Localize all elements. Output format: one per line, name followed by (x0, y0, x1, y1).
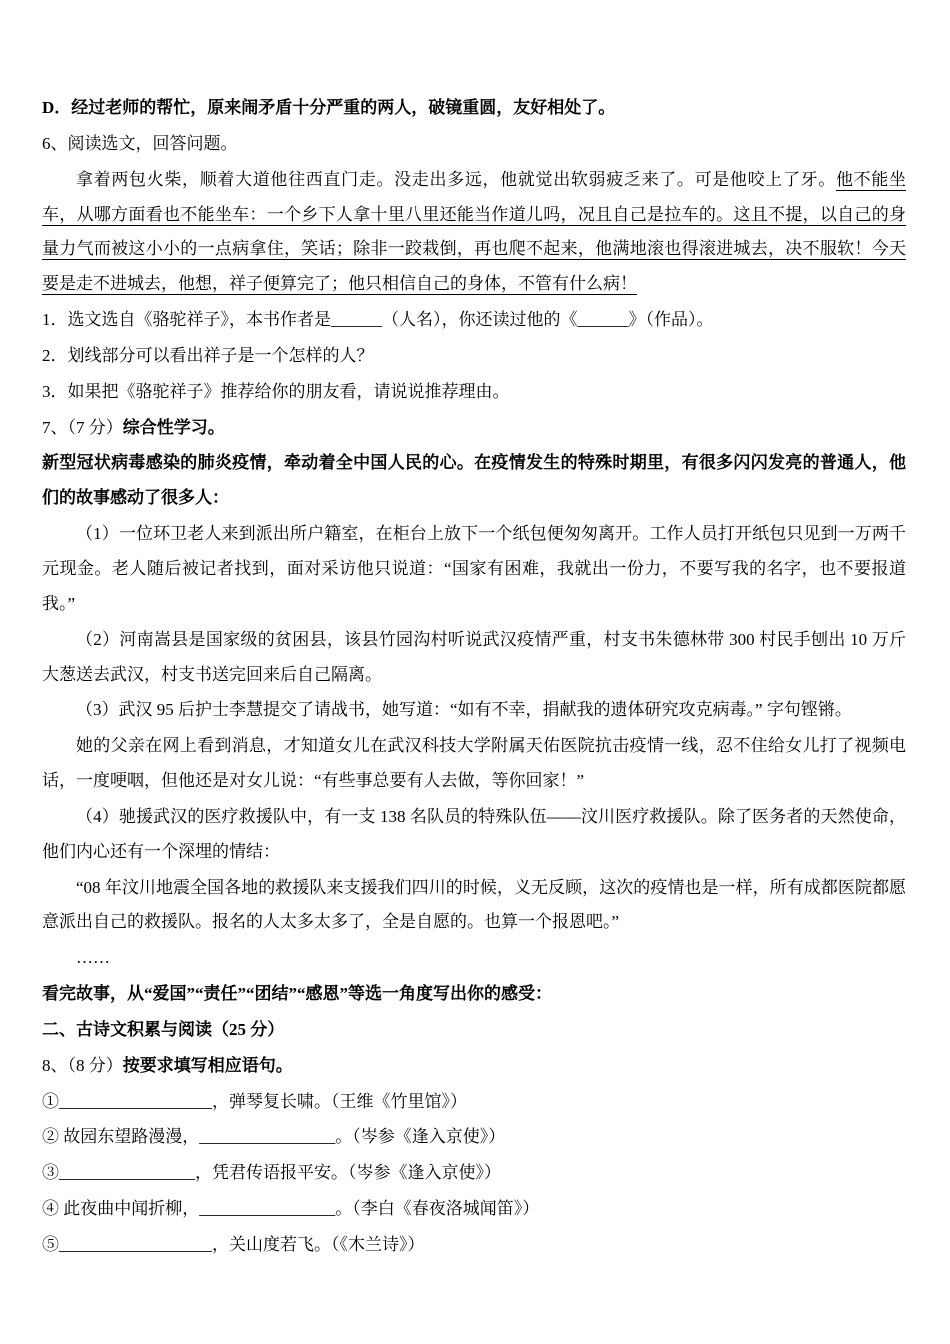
question-8-stem (42, 1049, 906, 1084)
option-d (42, 91, 906, 126)
question-7-stem (42, 411, 906, 446)
text-segment: 6、阅读选文，回答问题。 (42, 133, 238, 153)
reading-excerpt (42, 163, 906, 302)
text-segment: 3．如果把《骆驼祥子》推荐给你的朋友看，请说说推荐理由。 (42, 381, 510, 401)
q7-intro (42, 446, 906, 516)
document-body (42, 91, 906, 1263)
question-6-3 (42, 375, 906, 410)
question-6-1 (42, 303, 906, 338)
text-segment: D．经过老师的帮忙，原来闹矛盾十分严重的两人，破镜重圆，友好相处了。 (42, 98, 616, 117)
text-segment: 二、古诗文积累与阅读（25 分） (42, 1019, 285, 1039)
blank-line-5 (42, 1228, 906, 1263)
underlined-text: 他不能坐车，从哪方面看也不能坐车：一个乡下人拿十里八里还能当作道儿吗，况且自己是拉车的。这且不提，以自己的身量力气而被这小小的一点病拿住，笑话；除非一跤栽倒，再也爬不起来，他满地滚也得滚进城去，决不服软！今天要是走不进城去，他想，祥子便算完了；他只相信自己的身体，不管有什么病！ (42, 169, 907, 294)
text-segment: 综合性学习。 (122, 417, 225, 437)
text-segment: 7、（7 分） (42, 417, 123, 437)
text-segment: ④ 此夜曲中闻折柳，________________。（李白《春夜洛城闻笛》） (42, 1199, 540, 1219)
text-segment: 8、（8 分） (42, 1055, 123, 1075)
q7-story-1 (42, 517, 906, 622)
q7-story-3 (42, 693, 906, 728)
text-segment: 2．划线部分可以看出祥子是一个怎样的人？ (42, 345, 374, 365)
blank-line-4 (42, 1192, 906, 1227)
question-6-stem (42, 127, 906, 162)
text-segment: 新型冠状病毒感染的肺炎疫情，牵动着全中国人民的心。在疫情发生的特殊时期里，有很多闪闪发亮的普通人，他们的故事感动了很多人： (42, 453, 906, 508)
text-segment: “08 年汶川地震全国各地的救援队来支援我们四川的时候，义无反顾，这次的疫情也是一样，所有成都医院都愿意派出自己的救援队。报名的人太多太多了，全是自愿的。也算一个报恩吧。” (42, 877, 906, 932)
q7-story-2 (42, 623, 906, 693)
blank-line-1 (42, 1085, 906, 1120)
text-segment: 她的父亲在网上看到消息，才知道女儿在武汉科技大学附属天佑医院抗击疫情一线，忍不住给女儿打了视频电话，一度哽咽，但他还是对女儿说：“有些事总要有人去做，等你回家！” (42, 736, 906, 791)
text-segment: （4）驰援武汉的医疗救援队中，有一支 138 名队员的特殊队伍——汶川医疗救援队。除了医务者的天然使命，他们内心还有一个深埋的情结： (42, 806, 906, 861)
text-segment: ⑤__________________，关山度若飞。（《木兰诗》） (42, 1235, 425, 1254)
blank-line-2 (42, 1120, 906, 1155)
text-segment: 看完故事，从“爱国”“责任”“团结”“感恩”等选一角度写出你的感受： (42, 984, 552, 1004)
ellipsis-line (42, 941, 906, 976)
text-segment: （2）河南嵩县是国家级的贫困县，该县竹园沟村听说武汉疫情严重，村支书朱德林带 300 村民手刨出 10 万斤大葱送去武汉，村支书送完回来后自己隔离。 (42, 629, 906, 684)
text-segment: ①__________________，弹琴复长啸。（王维《竹里馆》） (42, 1091, 467, 1111)
text-segment: （1）一位环卫老人来到派出所户籍室，在柜台上放下一个纸包便匆匆离开。工作人员打开纸包只见到一万两千元现金。老人随后被记者找到，面对采访他只说道：“国家有困难，我就出一份力，不要写我的名字，也不要报道我。” (42, 524, 906, 613)
q7-story-4-quote (42, 871, 906, 941)
blank-line-3 (42, 1156, 906, 1191)
q7-story-4 (42, 800, 906, 870)
q7-task (42, 977, 906, 1012)
text-segment: 拿着两包火柴，顺着大道他往西直门走。没走出多远，他就觉出软弱疲乏来了。可是他咬上了牙。 (76, 169, 836, 189)
text-segment: …… (76, 948, 110, 968)
text-segment: ③________________，凭君传语报平安。（岑参《逢入京使》） (42, 1163, 501, 1183)
text-segment: ② 故园东望路漫漫，________________。（岑参《逢入京使》） (42, 1127, 506, 1147)
q7-story-3b (42, 729, 906, 799)
section-2-heading (42, 1013, 906, 1048)
text-segment: 按要求填写相应语句。 (122, 1055, 293, 1075)
text-segment: 1．选文选自《骆驼祥子》，本书作者是______（人名），你还读过他的《______》（作品）。 (42, 310, 714, 330)
question-6-2 (42, 339, 906, 374)
text-segment: （3）武汉 95 后护士李慧提交了请战书，她写道：“如有不幸，捐献我的遗体研究攻克病毒。” 字句铿锵。 (76, 700, 852, 720)
